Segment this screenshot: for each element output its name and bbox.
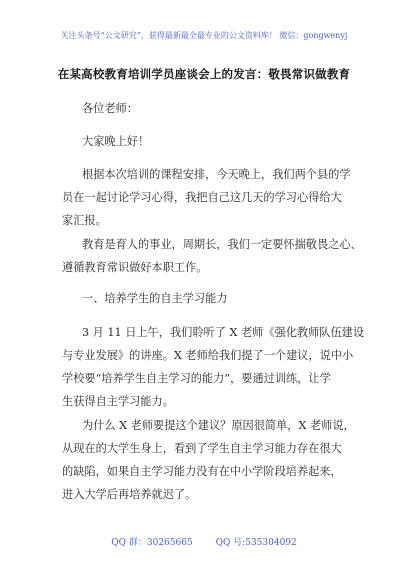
footer-contact <box>0 535 408 548</box>
footer-qq-group: QQ 群：30265665 <box>111 538 193 548</box>
paragraph-salutation <box>82 97 362 120</box>
text-line: 家汇报。 <box>62 214 107 227</box>
text-line: 大家晚上好！ <box>82 135 150 148</box>
text-line: 进入大学后再培养就迟了。 <box>62 488 197 501</box>
text-line: 与专业发展》的讲座。X 老师给我们提了一个建议，说中小 <box>62 349 354 362</box>
text-line: 为什么 X 老师要提这个建议？原因很简单，X 老师说， <box>82 419 355 432</box>
text-line: 遵循教育常识做好本职工作。 <box>62 261 208 274</box>
paragraph-reason <box>62 414 362 506</box>
paragraph-greeting <box>82 130 362 153</box>
text-line: 生获得自主学习能力。 <box>62 395 174 408</box>
text-line: 学校要“培养学生自主学习的能力”，要通过训练，让学 <box>62 372 331 385</box>
footer-qq-number: QQ 号:535304092 <box>215 538 297 548</box>
text-line: 教育是育人的事业，周期长，我们一定要怀揣敬畏之心、 <box>82 238 362 251</box>
text-line: 从现在的大学生身上，看到了学生自主学习能力存在很大 <box>62 442 342 455</box>
text-line: 的缺陷，如果自主学习能力没有在中小学阶段培养起来， <box>62 465 342 478</box>
text-line: 员在一起讨论学习心得，我把自己这几天的学习心得给大 <box>62 191 342 204</box>
text-line: 各位老师： <box>82 102 138 115</box>
paragraph-lecture <box>62 321 365 413</box>
text-line: 根据本次培训的课程安排，今天晚上，我们两个县的学 <box>82 168 351 181</box>
header-notice: 关注头条号“公文研究”，获得最新最全最专业的公文资料库！ 微信：gongwenyj <box>60 31 348 40</box>
paragraph-intro <box>62 163 362 232</box>
text-line: 一、培养学生的自主学习能力 <box>82 292 228 305</box>
document-title: 在某高校教育培训学员座谈会上的发言：敬畏常识做教育 <box>57 67 351 81</box>
paragraph-education <box>62 233 362 279</box>
section-heading-1 <box>82 287 362 310</box>
text-line: 3 月 11 日上午，我们聆听了 X 老师《强化教师队伍建设 <box>82 326 365 339</box>
